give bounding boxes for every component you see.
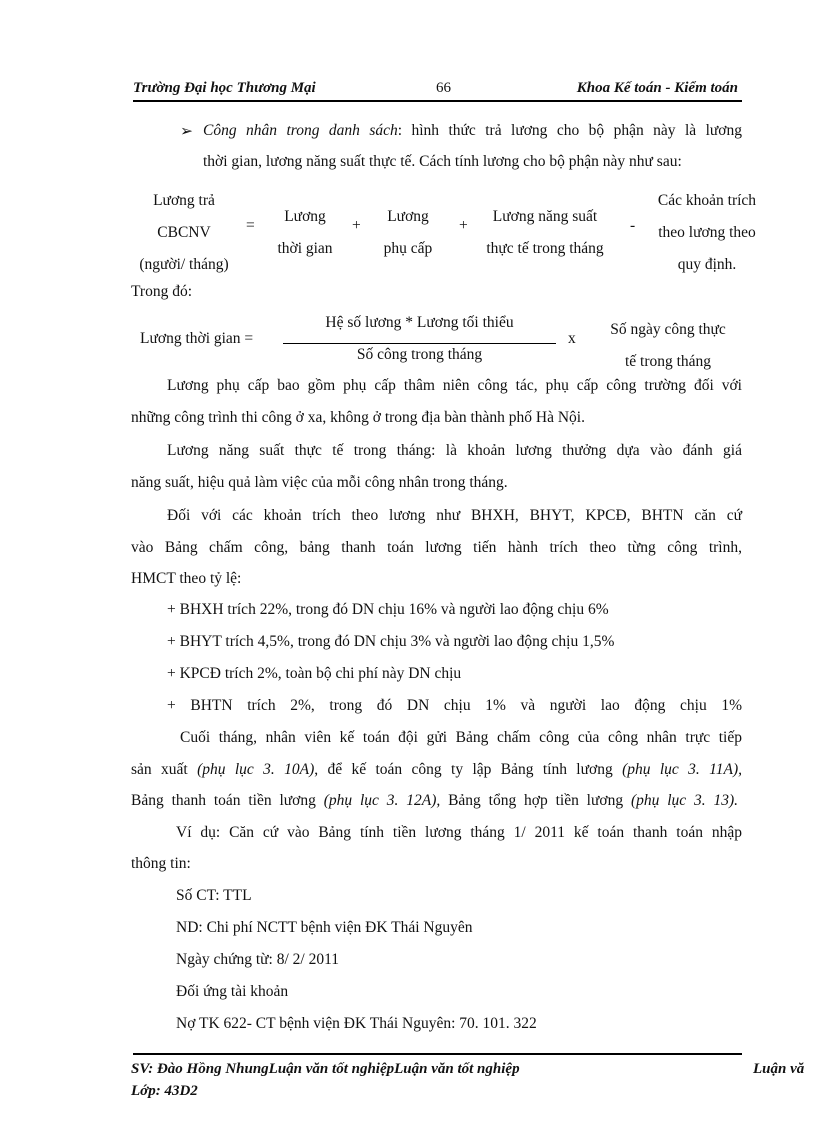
para-phu-cap-line: những công trình thi công ở xa, không ở trong địa bàn thành phố Hà Nội. bbox=[131, 409, 585, 426]
ref-phu-luc-12a: (phụ lục 3. 12A), bbox=[323, 792, 441, 809]
footer-student: SV: Đào Hồng NhungLuận văn tốt nghiệpLuận văn tốt nghiệp bbox=[131, 1061, 520, 1077]
formula1-term-thoi-gian bbox=[265, 201, 345, 265]
formula1-lhs-line: (người/ tháng) bbox=[139, 256, 229, 273]
header-faculty: Khoa Kế toán - Kiểm toán bbox=[576, 80, 738, 96]
para-nang-suat-line: năng suất, hiệu quả làm việc của mỗi công nhân trong tháng. bbox=[131, 474, 508, 491]
formula1-plus-2: + bbox=[459, 217, 468, 234]
footer-right: Luận vă bbox=[753, 1061, 805, 1077]
formula2-denominator: Số công trong tháng bbox=[356, 346, 483, 363]
formula1-lhs bbox=[128, 185, 240, 281]
intro-line-1-rest: : hình thức trả lương cho bộ phận này là lương bbox=[397, 122, 742, 139]
text-run: sản xuất bbox=[131, 761, 198, 778]
ref-phu-luc-13: (phụ lục 3. 13). bbox=[630, 792, 738, 809]
para-khoan-trich-line: HMCT theo tỷ lệ: bbox=[131, 570, 242, 587]
formula1-lhs-line: Lương trả bbox=[153, 192, 215, 209]
formula2-right bbox=[596, 314, 740, 378]
formula1-term-phu-cap bbox=[370, 201, 446, 265]
para-khoan-trich-line: vào Bảng chấm công, bảng thanh toán lương tiến hành trích theo từng công trình, bbox=[131, 539, 742, 556]
cuoi-thang-line-1: Cuối tháng, nhân viên kế toán đội gửi Bảng chấm công của công nhân trực tiếp bbox=[180, 729, 742, 746]
formula1-minus: - bbox=[630, 217, 636, 234]
example-field: Nợ TK 622- CT bệnh viện ĐK Thái Nguyên: 70. 101. 322 bbox=[176, 1015, 537, 1032]
header-school: Trường Đại học Thương Mại bbox=[133, 80, 316, 96]
rate-item: + BHXH trích 22%, trong đó DN chịu 16% và người lao động chịu 6% bbox=[167, 601, 609, 618]
example-line: thông tin: bbox=[131, 855, 191, 872]
text-run: Bảng thanh toán tiền lương bbox=[131, 792, 324, 809]
rate-item: + BHTN trích 2%, trong đó DN chịu 1% và người lao động chịu 1% bbox=[167, 697, 742, 714]
formula1-term-khoan-trich bbox=[648, 185, 766, 281]
para-nang-suat-line: Lương năng suất thực tế trong tháng: là khoản lương thưởng dựa vào đánh giá bbox=[167, 442, 742, 459]
ref-phu-luc-11a: (phụ lục 3. 11A), bbox=[622, 761, 742, 778]
formula2-times: x bbox=[568, 330, 576, 347]
rate-item: + KPCĐ trích 2%, toàn bộ chi phí này DN chịu bbox=[167, 665, 462, 682]
footer-class: Lớp: 43D2 bbox=[131, 1083, 198, 1099]
formula1-term-nang-suat bbox=[473, 201, 617, 265]
example-field: Đối ứng tài khoản bbox=[176, 983, 289, 1000]
formula2-numerator: Hệ số lương * Lương tối thiểu bbox=[325, 314, 514, 331]
formula2-right-line: Số ngày công thực bbox=[610, 321, 726, 338]
formula1-plus-1: + bbox=[352, 217, 361, 234]
cuoi-thang-line-3 bbox=[131, 792, 738, 810]
rate-item: + BHYT trích 4,5%, trong đó DN chịu 3% và người lao động chịu 1,5% bbox=[167, 633, 615, 650]
formula2-right-line: tế trong tháng bbox=[624, 353, 712, 370]
trong-do-label: Trong đó: bbox=[131, 283, 193, 300]
formula1-term-line: Lương năng suất bbox=[492, 208, 598, 225]
text-run: , để kế toán công ty lập Bảng tính lương bbox=[314, 761, 623, 778]
formula1-term-line: Lương bbox=[387, 208, 429, 225]
para-khoan-trich-line: Đối với các khoản trích theo lương như BHXH, BHYT, KPCĐ, BHTN căn cứ bbox=[167, 507, 742, 524]
ref-phu-luc-10a: (phụ lục 3. 10A) bbox=[197, 761, 315, 778]
para-phu-cap-line: Lương phụ cấp bao gồm phụ cấp thâm niên công tác, phụ cấp công trường đối với bbox=[167, 377, 742, 394]
example-line: Ví dụ: Căn cứ vào Bảng tính tiền lương tháng 1/ 2011 kế toán thanh toán nhập bbox=[176, 824, 742, 841]
formula1-term-line: Các khoản trích bbox=[657, 192, 757, 209]
intro-term: Công nhân trong danh sách bbox=[203, 122, 398, 139]
header-rule bbox=[133, 100, 742, 102]
page-number: 66 bbox=[436, 80, 451, 96]
formula1-term-line: phụ cấp bbox=[383, 240, 433, 257]
formula1-term-line: quy định. bbox=[677, 256, 737, 273]
formula1-equals: = bbox=[246, 217, 255, 234]
example-field: ND: Chi phí NCTT bệnh viện ĐK Thái Nguyên bbox=[176, 919, 473, 936]
footer-rule bbox=[133, 1053, 742, 1055]
formula1-term-line: Lương bbox=[284, 208, 326, 225]
formula1-term-line: thời gian bbox=[277, 240, 333, 257]
formula1-term-line: theo lương theo bbox=[658, 224, 756, 241]
formula1-term-line: thực tế trong tháng bbox=[486, 240, 604, 257]
formula2-lhs: Lương thời gian = bbox=[140, 330, 254, 347]
example-field: Số CT: TTL bbox=[176, 887, 252, 904]
intro-line-2: thời gian, lương năng suất thực tế. Cách tính lương cho bộ phận này như sau: bbox=[203, 153, 682, 170]
intro-line-1 bbox=[203, 122, 742, 140]
example-field: Ngày chứng từ: 8/ 2/ 2011 bbox=[176, 951, 340, 968]
text-run: Bảng tổng hợp tiền lương bbox=[440, 792, 631, 809]
fraction-bar bbox=[283, 343, 556, 344]
bullet-arrow-icon: ➢ bbox=[180, 123, 193, 140]
formula1-lhs-line: CBCNV bbox=[157, 224, 211, 241]
cuoi-thang-line-2 bbox=[131, 761, 742, 779]
